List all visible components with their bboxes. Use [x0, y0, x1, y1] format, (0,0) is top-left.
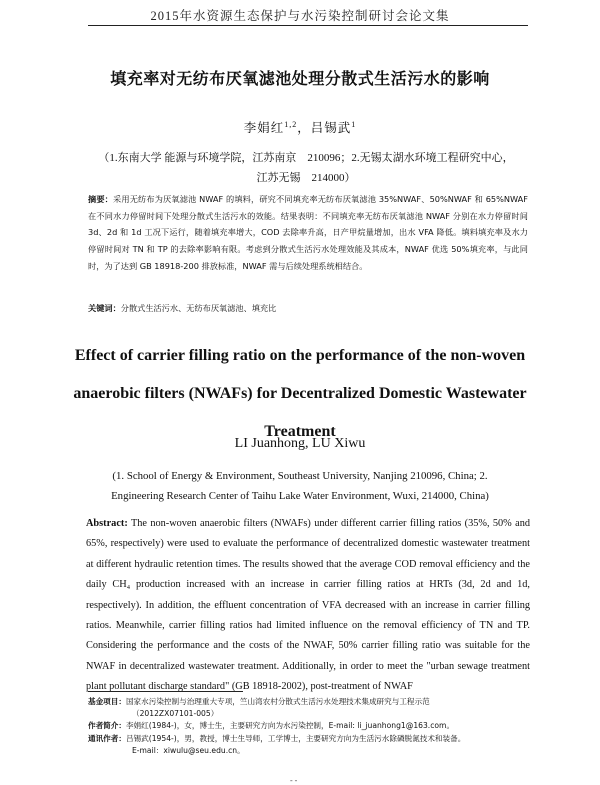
abstract-text-en: The non-woven anaerobic filters (NWAFs) under different carrier filling ratios (35%, 50% and 65%, respectively) were used to evaluate the performance of decentralized domestic wastewater treatment at different hydraulic retention times. The results showed that the average COD removal efficiency and the daily CH₄ production increased with an increase in carrier filling ratios at HRTs (3d, 2d and 1d, respectively). In addition, the effluent concentration of VFA decreased with an increase in carrier filling ratios. Meanwhile, carrier filling ratios had limited influence on the removal efficiency of TN and TP. Considering the performance and the costs of the NWAF, 50% carrier filling ratio was suitable for the NWAF in decentralized wastewater treatment. Additionally, in order to meet the "urban sewage treatment plant pollutant discharge standard" (GB 18918-2002), post-treatment of NWAF: [86, 518, 530, 693]
author-separator: ，: [297, 121, 311, 135]
author2-affil-marker: 1: [351, 119, 357, 129]
abstract-label-en: Abstract:: [86, 518, 128, 529]
chinese-abstract: [88, 191, 528, 275]
english-title: Effect of carrier filling ratio on the performance of the non-woven anaerobic filters (NWAFs) for Decentralized Domestic Wastewater Treatment: [73, 347, 527, 440]
chinese-keywords: [88, 303, 528, 314]
corresponding-text: 吕锡武(1954-)，男，教授，博士生导师，工学博士，主要研究方向为生活污水除磷脱氮技术和装备。: [125, 733, 466, 743]
chinese-authors: [0, 118, 600, 136]
author1-affil-marker: 1,2: [284, 119, 298, 129]
footnote-corresponding: [88, 733, 528, 745]
fund-label: 基金项目：: [88, 697, 126, 706]
english-abstract: [86, 514, 530, 698]
keywords-label: 关键词：: [88, 303, 121, 313]
author1-name: 李娟红: [243, 121, 285, 135]
affiliation-line-1: （1.东南大学 能源与环境学院，江苏南京 210096；2.无锡太湖水环境工程研究中心，: [98, 152, 514, 164]
author-intro-label: 作者简介：: [88, 721, 126, 731]
header-rule: [88, 25, 528, 26]
footnote-author: [88, 720, 528, 732]
running-header: 2015年水资源生态保护与水污染控制研讨会论文集: [150, 9, 450, 23]
english-authors: LI Juanhong, LU Xiwu: [234, 436, 366, 451]
corresponding-label: 通讯作者：: [88, 733, 126, 743]
author2-name: 吕锡武: [310, 121, 352, 135]
page-number: - -: [290, 776, 298, 785]
chinese-affiliation: [96, 148, 516, 188]
corresponding-email: E-mail：xiwulu@seu.edu.cn。: [132, 745, 245, 755]
footnotes: [88, 696, 528, 757]
keywords-text: 分散式生活污水、无纺布厌氧滤池、填充比: [120, 303, 277, 313]
affiliation-line-2: 江苏无锡 214000）: [256, 172, 356, 184]
chinese-title: 填充率对无纺布厌氧滤池处理分散式生活污水的影响: [110, 69, 490, 88]
fund-text: 国家水污染控制与治理重大专项，竺山湾农村分散式生活污水处理技术集成研究与工程示范: [125, 697, 430, 706]
author-intro-text: 李娟红(1984-)，女，博士生，主要研究方向为水污染控制，E-mail: li_juanhong1@163.com。: [125, 721, 455, 731]
english-affiliation: (1. School of Energy & Environment, Southeast University, Nanjing 210096, China; 2. Engineering Research Center of Taihu Lake Water Environment, Wuxi, 214000, China): [111, 470, 489, 502]
footnote-rule: [88, 691, 243, 692]
footnote-fund: [88, 696, 528, 708]
abstract-label-cn: 摘要：: [88, 194, 114, 204]
abstract-text-cn: 采用无纺布为厌氧滤池 NWAF 的填料，研究不同填充率无纺布厌氧滤池 35%NWAF、50%NWAF 和 65%NWAF 在不同水力停留时间下处理分散式生活污水的效能。结果表明：不同填充率无纺布厌氧滤池 NWAF 分别在水力停留时间 3d、2d 和 1d 工况下运行，随着填充率增大，COD 去除率升高，日产甲烷量增加，出水 VFA 降低。填料填充率及水力停留时间对 TN 和 TP 的去除率影响有限。考虑到分散式生活污水处理效能及其成本，NWAF 优选 50%填充率，与此同时，为了达到 GB 18918-200 排放标准，NWAF 需与后续处理系统相结合。: [88, 194, 528, 271]
fund-code: （2012ZX07101-005）: [132, 709, 219, 719]
